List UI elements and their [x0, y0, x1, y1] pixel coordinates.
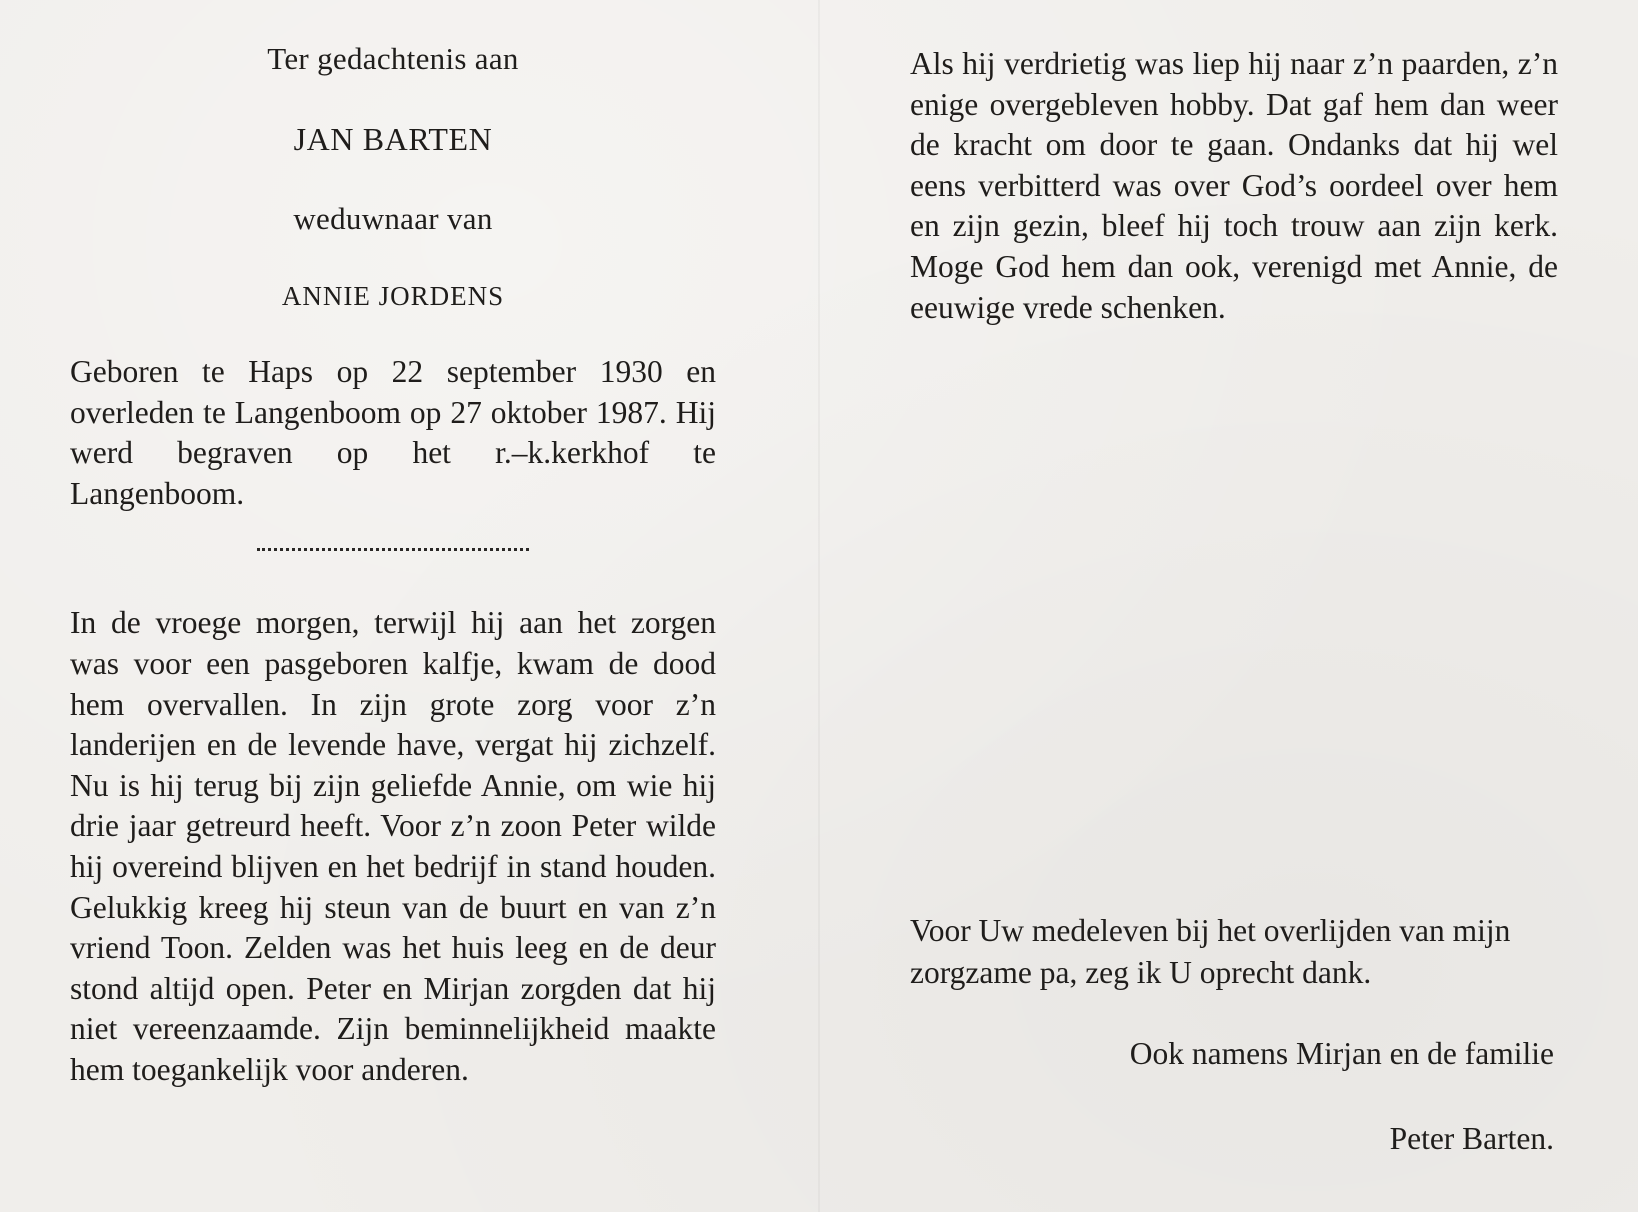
family-line: Ook namens Mirjan en de familie — [1129, 1036, 1554, 1071]
story-paragraph-right: Als hij verdrietig was liep hij naar z’n paarden, z’n enige overgebleven hobby. Dat gaf hem dan weer de kracht om door te gaan. Ondanks dat hij wel eens verbitterd was over God’s oordeel over hem en zijn gezin, bleef hij toch trouw aan zijn kerk. Moge God hem dan ook, verenigd met Annie, de eeuwige vrede schenken. — [910, 46, 1558, 325]
deceased-name: JAN BARTEN — [293, 121, 493, 157]
card-fold-line — [818, 0, 820, 1212]
thanks-paragraph: Voor Uw medeleven bij het overlijden van mijn zorgzame pa, zeg ik U oprecht dank. — [910, 913, 1511, 990]
dotted-divider — [257, 542, 529, 551]
story-paragraph-left: In de vroege morgen, terwijl hij aan het zorgen was voor een pasgeboren kalfje, kwam de dood hem overvallen. In zijn grote zorg voor z’n landerijen en de levende have, vergat hij zichzelf. Nu is hij terug bij zijn geliefde Annie, om wie hij drie jaar getreurd heeft. Voor z’n zoon Peter wilde hij overeind blijven en het bedrijf in stand houden. Gelukkig kreeg hij steun van de buurt en van z’n vriend Toon. Zelden was het huis leeg en de deur stond altijd open. Peter en Mirjan zorgden dat hij niet vereenzaamde. Zijn beminnelijkheid maakte hem toegankelijk voor anderen. — [70, 605, 716, 1087]
memorial-heading: Ter gedachtenis aan — [267, 41, 519, 76]
birth-death-paragraph: Geboren te Haps op 22 september 1930 en overleden te Langenboom op 27 oktober 1987. Hij werd begraven op het r.–k.kerkhof te Langenboom. — [70, 354, 716, 511]
left-panel — [70, 38, 716, 1091]
spouse-name: ANNIE JORDENS — [281, 281, 505, 311]
relation-text: weduwnaar van — [293, 201, 493, 236]
right-panel — [910, 44, 1558, 328]
signature: Peter Barten. — [1389, 1121, 1554, 1156]
